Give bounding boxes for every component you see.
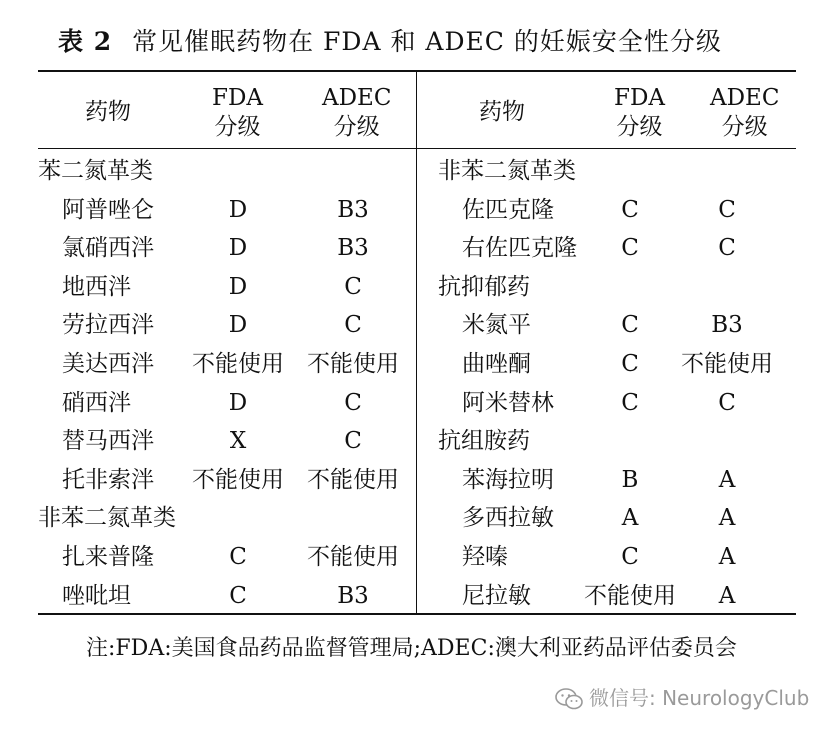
table-title: 常见催眠药物在 FDA 和 ADEC 的妊娠安全性分级: [132, 27, 722, 56]
drug-name: 阿米替林: [462, 389, 554, 416]
fda-grade: X: [229, 428, 247, 455]
header-fda-line2: 分级: [214, 114, 261, 140]
adec-grade: 不能使用: [307, 351, 399, 377]
fda-grade: C: [621, 351, 639, 377]
drug-name: 多西拉敏: [462, 505, 554, 532]
header-fda-left: [212, 84, 263, 142]
drug-name: 苯海拉明: [462, 466, 554, 493]
header-fda-line2: 分级: [616, 114, 663, 140]
fda-grade: 不能使用: [192, 466, 284, 493]
header-adec-line2: 分级: [721, 114, 768, 140]
fda-grade: C: [621, 389, 639, 416]
adec-grade: A: [718, 505, 736, 532]
wechat-icon: [555, 688, 583, 710]
drug-name: 地西泮: [62, 273, 131, 300]
fda-grade: A: [621, 505, 639, 532]
adec-grade: A: [718, 582, 736, 609]
header-adec-left: [322, 84, 391, 142]
drug-name: 替马西泮: [62, 428, 154, 455]
fda-grade: B: [621, 466, 639, 493]
watermark-text: 微信号: NeurologyClub: [589, 686, 810, 710]
adec-grade: C: [718, 196, 736, 223]
fda-grade: D: [228, 235, 248, 262]
column-divider: [416, 72, 417, 613]
category-label: 非苯二氮革类: [38, 505, 176, 532]
fda-grade: C: [621, 544, 639, 570]
header-drug-right: 药物: [479, 99, 525, 125]
drug-name: 硝西泮: [62, 389, 131, 416]
drug-name: 美达西泮: [62, 351, 154, 377]
fda-grade: D: [228, 312, 248, 339]
adec-grade: C: [718, 235, 736, 262]
header-adec-right: [710, 84, 779, 142]
drug-name: 氯硝西泮: [62, 235, 154, 262]
fda-grade: 不能使用: [584, 582, 676, 609]
category-label: 抗抑郁药: [438, 273, 530, 300]
header-adec-line2: 分级: [333, 114, 380, 140]
drug-name: 托非索泮: [62, 466, 154, 493]
adec-grade: B3: [337, 582, 369, 609]
drug-name: 右佐匹克隆: [462, 235, 577, 262]
table-label: 表 2: [58, 27, 113, 56]
adec-grade: B3: [337, 196, 369, 223]
drug-name: 唑吡坦: [62, 582, 131, 609]
category-label: 非苯二氮革类: [438, 158, 576, 184]
drug-name: 羟嗪: [462, 544, 508, 570]
adec-grade: C: [344, 312, 362, 339]
fda-grade: C: [621, 235, 639, 262]
drug-name: 扎来普隆: [62, 544, 154, 570]
adec-grade: A: [718, 466, 736, 493]
adec-grade: C: [718, 389, 736, 416]
top-rule: [38, 70, 796, 72]
header-fda-line1: FDA: [212, 85, 264, 111]
header-fda-right: [614, 84, 665, 142]
fda-grade: C: [229, 544, 247, 570]
fda-grade: C: [621, 196, 639, 223]
watermark: [555, 682, 809, 711]
drug-name: 尼拉敏: [462, 582, 531, 609]
drug-name: 佐匹克隆: [462, 196, 554, 223]
fda-grade: D: [228, 389, 248, 416]
fda-grade: D: [228, 196, 248, 223]
category-label: 抗组胺药: [438, 428, 530, 455]
header-adec-line1: ADEC: [322, 85, 392, 111]
category-label: 苯二氮革类: [38, 158, 153, 184]
table-caption: [58, 22, 722, 58]
drug-name: 劳拉西泮: [62, 312, 154, 339]
adec-grade: A: [718, 544, 736, 570]
drug-name: 米氮平: [462, 312, 531, 339]
fda-grade: C: [621, 312, 639, 339]
fda-grade: 不能使用: [192, 351, 284, 377]
header-drug-left: 药物: [85, 99, 131, 125]
drug-name: 阿普唑仑: [62, 196, 154, 223]
table-footnote: 注:FDA:美国食品药品监督管理局;ADEC:澳大利亚药品评估委员会: [86, 636, 737, 661]
fda-grade: C: [229, 582, 247, 609]
adec-grade: C: [344, 273, 362, 300]
adec-grade: C: [344, 428, 362, 455]
adec-grade: 不能使用: [307, 466, 399, 493]
adec-grade: C: [344, 389, 362, 416]
header-adec-line1: ADEC: [710, 85, 780, 111]
adec-grade: B3: [337, 235, 369, 262]
header-rule: [38, 148, 796, 149]
drug-name: 曲唑酮: [462, 351, 531, 377]
adec-grade: 不能使用: [307, 544, 399, 570]
adec-grade: B3: [711, 312, 743, 339]
header-fda-line1: FDA: [614, 85, 666, 111]
fda-grade: D: [228, 273, 248, 300]
bottom-rule: [38, 613, 796, 615]
adec-grade: 不能使用: [681, 351, 773, 377]
